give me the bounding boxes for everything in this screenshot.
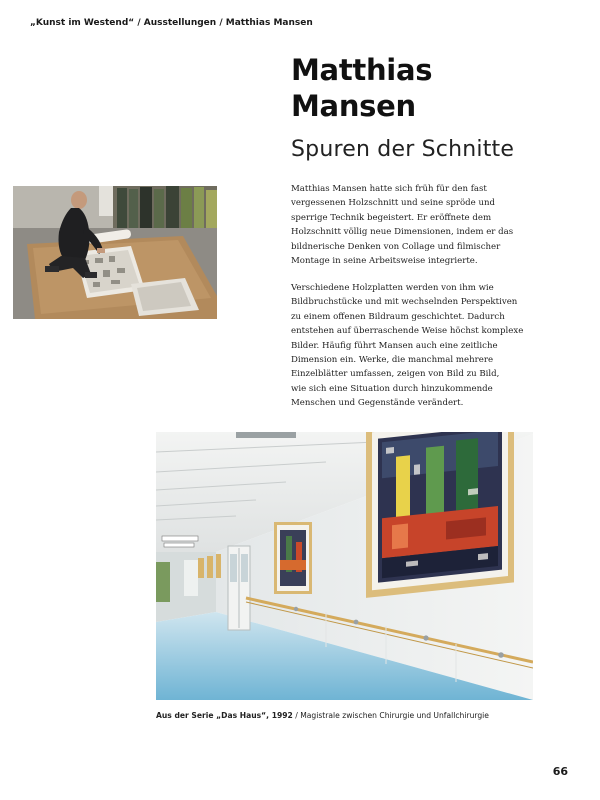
caption-location: / Magistrale zwischen Chirurgie und Unfallchirurgie [292, 711, 489, 720]
text-line: Bildbruchstücke und mit wechselnden Perspektiven [291, 297, 518, 308]
photo-caption [156, 711, 489, 720]
breadcrumb-item-ausstellungen[interactable]: Ausstellungen [143, 18, 217, 28]
text-line: bildnerische Denken von Collage und filmischer [291, 241, 501, 252]
text-line: entstehen auf überraschende Weise höchst komplexe [291, 326, 524, 337]
text-line: zu einem offenen Bildraum geschichtet. Dadurch [291, 311, 505, 322]
intro-paragraph [291, 182, 551, 268]
page-title [291, 52, 432, 124]
breadcrumb [30, 18, 313, 28]
text-line: Bilder. Häufig führt Mansen auch eine zeitliche [291, 340, 498, 351]
text-line: Verschiedene Holzplatten werden von ihm wie [291, 283, 494, 293]
text-line: Menschen und Gegenstände verändert. [291, 398, 464, 409]
text-line: sperrige Technik begeistert. Er eröffnete dem [291, 212, 492, 223]
breadcrumb-item-current: Matthias Mansen [225, 18, 313, 28]
artist-at-work-photo [13, 186, 217, 319]
text-line: Einzelblätter umfassen, zeigen von Bild zu Bild, [291, 369, 500, 380]
breadcrumb-separator: / [216, 18, 226, 28]
text-line: Montage in seine Arbeitsweise integrierte. [291, 256, 478, 267]
text-line: Matthias Mansen hatte sich früh für den fast [291, 184, 487, 194]
text-line: Dimension ein. Werke, die manchmal mehrere [291, 355, 494, 366]
breadcrumb-separator: / [134, 18, 144, 28]
corridor-exhibition-photo [156, 432, 533, 700]
description-paragraph [291, 281, 551, 411]
caption-series-title: Aus der Serie „Das Haus“, 1992 [156, 711, 293, 720]
text-line: Holzschnitt völlig neue Dimensionen, indem er das [291, 227, 514, 238]
page-number: 66 [552, 765, 568, 778]
page-title-line-1: Matthias [291, 53, 433, 87]
text-line: vergessenen Holzschnitt und seine spröde und [291, 198, 496, 209]
page-subtitle: Spuren der Schnitte [291, 137, 515, 162]
text-line: wie sich eine Situation durch hinzukommende [291, 383, 493, 394]
breadcrumb-item-kunst-im-westend[interactable]: „Kunst im Westend“ [30, 18, 135, 28]
page-title-line-2: Mansen [291, 89, 416, 123]
